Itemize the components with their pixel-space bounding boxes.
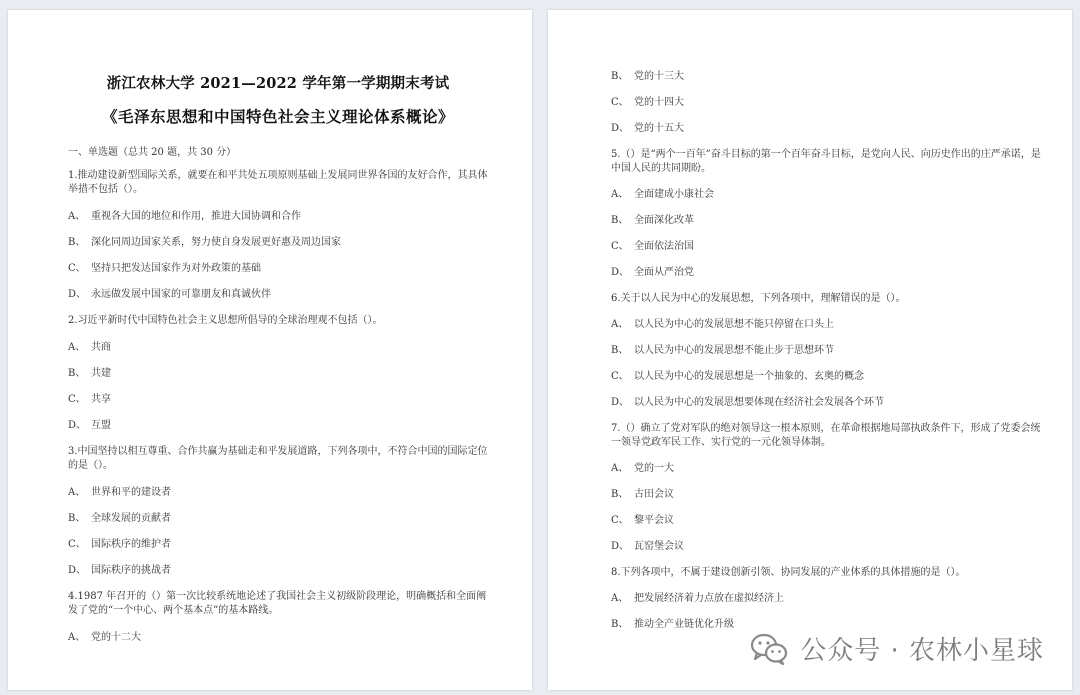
option — [611, 540, 1042, 566]
option-text: 黎平会议 — [634, 515, 674, 526]
option-letter: D、 — [611, 123, 630, 134]
option — [68, 288, 488, 314]
option — [611, 370, 1042, 396]
exam-title: 浙江农林大学 2021—2022 学年第一学期期末考试 — [106, 75, 450, 92]
option — [611, 188, 1042, 214]
option-text: 推动全产业链优化升级 — [634, 619, 734, 630]
option-text: 党的十四大 — [634, 97, 684, 108]
option — [68, 210, 488, 236]
option-text: 共商 — [91, 342, 111, 353]
option-letter: C、 — [68, 394, 86, 405]
spacer — [611, 176, 1042, 188]
option-letter: B、 — [611, 215, 629, 226]
option — [611, 96, 1042, 122]
option-text: 把发展经济着力点放在虚拟经济上 — [634, 593, 784, 604]
option-letter: B、 — [68, 368, 86, 379]
question-list — [68, 169, 488, 657]
option-letter: B、 — [611, 71, 629, 82]
option-text: 重视各大国的地位和作用，推进大国协调和合作 — [91, 211, 301, 222]
option-letter: A、 — [611, 463, 629, 474]
option-text: 以人民为中心的发展思想要体现在经济社会发展各个环节 — [634, 397, 884, 408]
option — [611, 214, 1042, 240]
question-4: 4.1987 年召开的（）第一次比较系统地论述了我国社会主义初级阶段理论，明确概括和全面阐发了党的“一个中心、两个基本点”的基本路线。 — [68, 591, 487, 616]
option-letter: A、 — [68, 342, 86, 353]
option — [68, 367, 488, 393]
option-text: 永远做发展中国家的可靠朋友和真诚伙伴 — [91, 289, 271, 300]
option-text: 古田会议 — [634, 489, 674, 500]
option — [68, 538, 488, 564]
option — [611, 592, 1042, 618]
option-letter: A、 — [611, 189, 629, 200]
option-letter: D、 — [68, 565, 87, 576]
option — [68, 512, 488, 538]
exam-page-left — [8, 10, 532, 690]
question-5: 5.（）是“两个一百年”奋斗目标的第一个百年奋斗目标，是党向人民、向历史作出的庄严承诺，是中国人民的共同期盼。 — [611, 149, 1041, 174]
question-1: 1.推动建设新型国际关系，就要在和平共处五项原则基础上发展同世界各国的友好合作，其具体举措不包括（）。 — [68, 170, 488, 195]
option — [611, 266, 1042, 292]
question-7: 7.（）确立了党对军队的绝对领导这一根本原则，在革命根据地局部执政条件下，形成了党委会统一领导党政军民工作、实行党的一元化领导体制。 — [611, 423, 1041, 448]
spacer — [611, 450, 1042, 462]
option-letter: B、 — [611, 489, 629, 500]
option-text: 党的十五大 — [634, 123, 684, 134]
option-text: 全面从严治党 — [634, 267, 694, 278]
option-letter: D、 — [611, 397, 630, 408]
option-text: 全面依法治国 — [634, 241, 694, 252]
option-letter: B、 — [611, 619, 629, 630]
option-letter: D、 — [68, 289, 87, 300]
option — [68, 419, 488, 445]
option-letter: C、 — [68, 539, 86, 550]
section-heading: 一、单选题（总共 20 题，共 30 分） — [68, 147, 237, 158]
option — [68, 341, 488, 367]
option — [611, 514, 1042, 540]
question-6: 6.关于以人民为中心的发展思想，下列各项中，理解错误的是（）。 — [611, 293, 906, 304]
option-text: 全面建成小康社会 — [634, 189, 714, 200]
option — [68, 393, 488, 419]
option-letter: C、 — [611, 371, 629, 382]
option-text: 坚持只把发达国家作为对外政策的基础 — [91, 263, 261, 274]
option-text: 以人民为中心的发展思想不能止步于思想环节 — [634, 345, 834, 356]
option-text: 全面深化改革 — [634, 215, 694, 226]
option — [611, 396, 1042, 422]
option-text: 党的十三大 — [634, 71, 684, 82]
option — [68, 262, 488, 288]
option-text: 深化同周边国家关系，努力使自身发展更好惠及周边国家 — [91, 237, 341, 248]
course-title: 《毛泽东思想和中国特色社会主义理论体系概论》 — [101, 107, 454, 126]
option-letter: B、 — [611, 345, 629, 356]
watermark-text: 公众号 · 农林小星球 — [800, 636, 1044, 666]
option-letter: A、 — [68, 632, 86, 643]
option-letter: B、 — [68, 513, 86, 524]
exam-page-right — [548, 10, 1072, 690]
wechat-icon — [750, 633, 788, 665]
option — [611, 240, 1042, 266]
option-text: 互盟 — [91, 420, 111, 431]
option-letter: D、 — [611, 267, 630, 278]
spacer — [611, 580, 1042, 592]
option-text: 瓦窑堡会议 — [634, 541, 684, 552]
option-text: 以人民为中心的发展思想是一个抽象的、玄奥的概念 — [634, 371, 864, 382]
option — [68, 564, 488, 590]
question-8: 8.下列各项中，不属于建设创新引领、协同发展的产业体系的具体措施的是（）。 — [611, 567, 966, 578]
option — [611, 318, 1042, 344]
option — [611, 488, 1042, 514]
option-text: 全球发展的贡献者 — [91, 513, 171, 524]
option — [68, 486, 488, 512]
option-text: 共建 — [91, 368, 111, 379]
option — [611, 70, 1042, 96]
option — [611, 122, 1042, 148]
option-text: 以人民为中心的发展思想不能只停留在口头上 — [634, 319, 834, 330]
option-text: 党的一大 — [634, 463, 674, 474]
option — [68, 631, 488, 657]
option-letter: D、 — [68, 420, 87, 431]
option — [611, 462, 1042, 488]
option-letter: C、 — [611, 97, 629, 108]
option-text: 国际秩序的维护者 — [91, 539, 171, 550]
option — [68, 236, 488, 262]
question-2: 2.习近平新时代中国特色社会主义思想所倡导的全球治理观不包括（）。 — [68, 315, 383, 326]
option-letter: A、 — [68, 487, 86, 498]
option-letter: C、 — [611, 515, 629, 526]
option-text: 党的十二大 — [91, 632, 141, 643]
option-text: 世界和平的建设者 — [91, 487, 171, 498]
spacer — [611, 306, 1042, 318]
option-letter: D、 — [611, 541, 630, 552]
option-letter: A、 — [611, 593, 629, 604]
option-text: 共享 — [91, 394, 111, 405]
watermark — [750, 630, 1044, 667]
option-letter: A、 — [68, 211, 86, 222]
option-letter: C、 — [611, 241, 629, 252]
option-letter: A、 — [611, 319, 629, 330]
option — [611, 344, 1042, 370]
question-3: 3.中国坚持以相互尊重、合作共赢为基础走和平发展道路，下列各项中，不符合中国的国际定位的是（）。 — [68, 446, 488, 471]
option-text: 国际秩序的挑战者 — [91, 565, 171, 576]
option-letter: C、 — [68, 263, 86, 274]
option-letter: B、 — [68, 237, 86, 248]
question-list — [611, 70, 1042, 644]
